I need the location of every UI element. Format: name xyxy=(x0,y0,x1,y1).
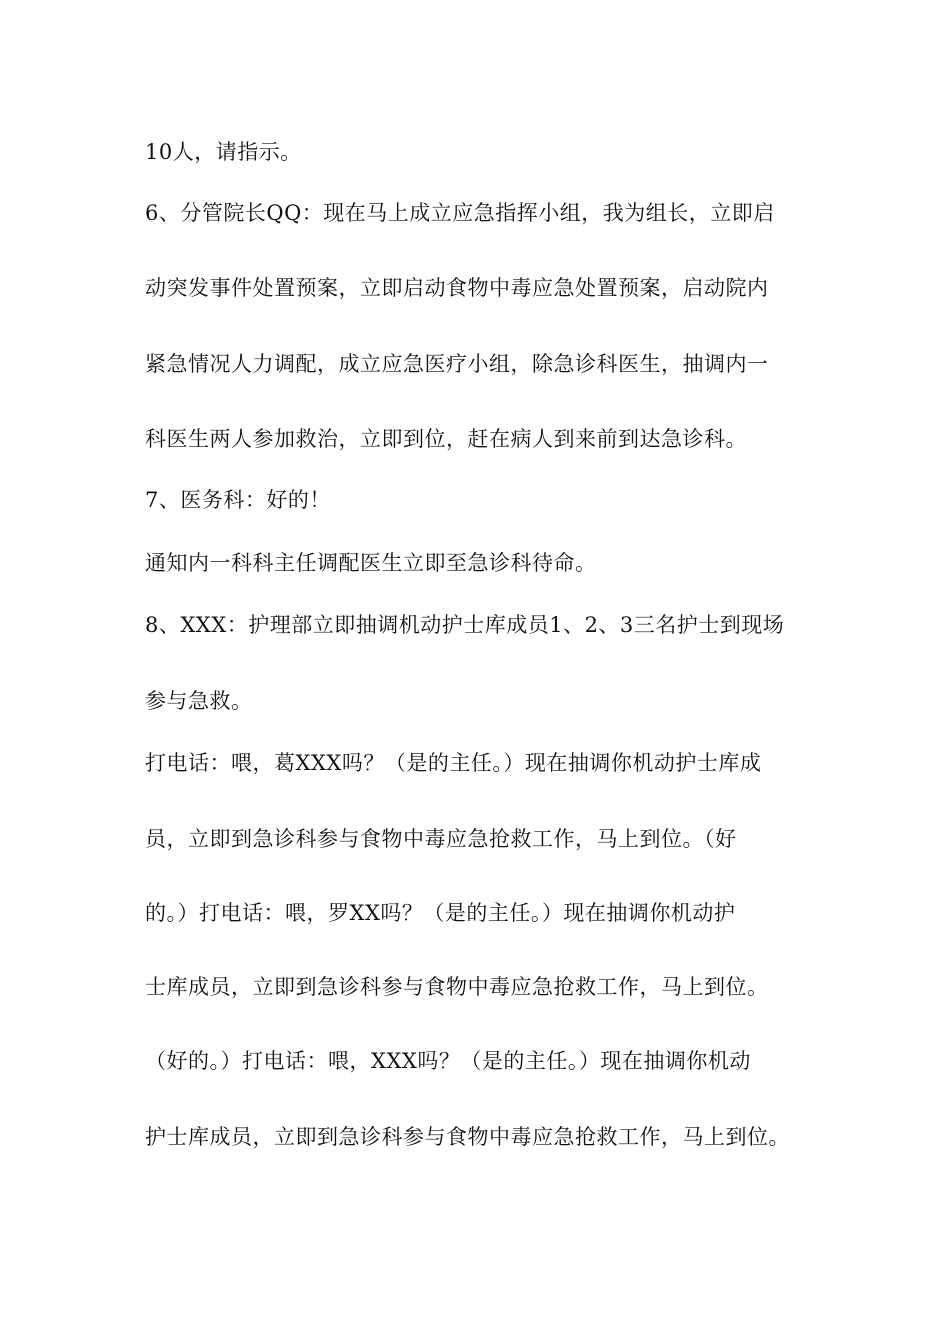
text-line: 通知内一科科主任调配医生立即至急诊科待命。 xyxy=(145,551,597,575)
text-line: 护士库成员，立即到急诊科参与食物中毒应急抢救工作，马上到位。 xyxy=(145,1125,790,1149)
text-line: 员，立即到急诊科参与食物中毒应急抢救工作，马上到位。（好 xyxy=(145,827,737,851)
text-line: 科医生两人参加救治，立即到位，赶在病人到来前到达急诊科。 xyxy=(145,427,747,451)
text-line: 紧急情况人力调配，成立应急医疗小组，除急诊科医生，抽调内一 xyxy=(145,352,769,376)
text-line: 士库成员，立即到急诊科参与食物中毒应急抢救工作，马上到位。 xyxy=(145,975,769,999)
text-line: 打电话：喂，葛XXX吗？（是的主任。）现在抽调你机动护士库成 xyxy=(145,751,762,775)
text-line: 动突发事件处置预案，立即启动食物中毒应急处置预案，启动院内 xyxy=(145,276,769,300)
text-line: 7、医务科：好的！ xyxy=(145,488,331,512)
text-line: 8、XXX：护理部立即抽调机动护士库成员1、2、3三名护士到现场 xyxy=(145,613,785,637)
text-line: 参与急救。 xyxy=(145,689,253,713)
text-line: 10人，请指示。 xyxy=(145,140,302,164)
text-line: 6、分管院长QQ：现在马上成立应急指挥小组，我为组长，立即启 xyxy=(145,201,775,225)
text-line: （好的。）打电话：喂，XXX吗？（是的主任。）现在抽调你机动 xyxy=(145,1049,751,1073)
text-line: 的。）打电话：喂，罗XX吗？（是的主任。）现在抽调你机动护 xyxy=(145,901,736,925)
